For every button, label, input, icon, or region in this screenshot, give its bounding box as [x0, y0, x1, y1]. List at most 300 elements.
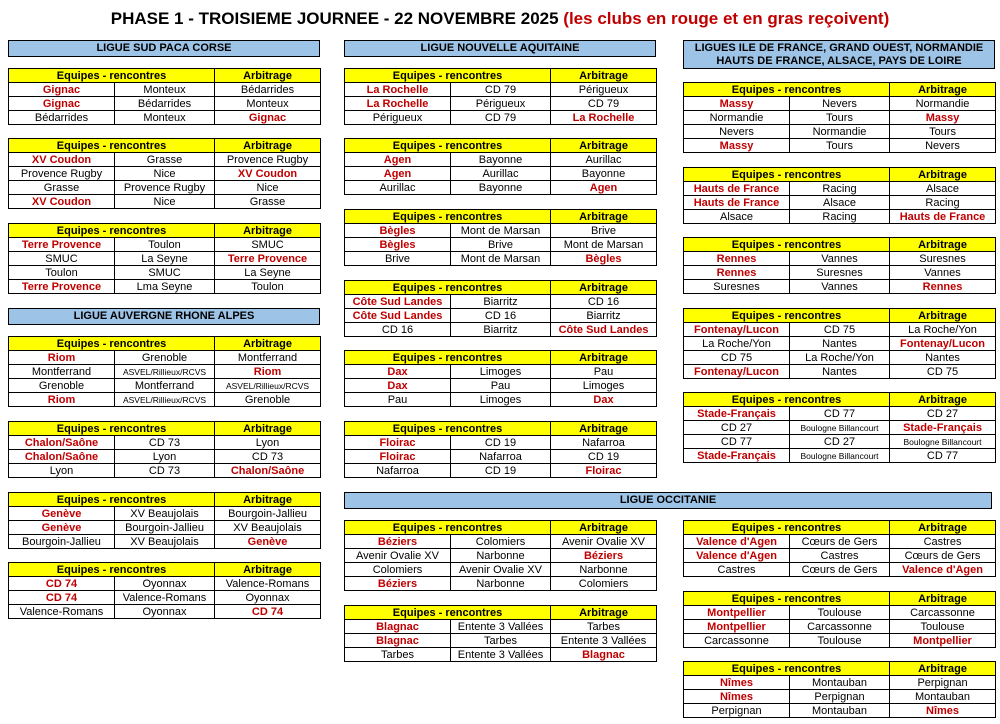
home-team-cell: Terre Provence [9, 238, 115, 252]
team-cell: CD 75 [684, 351, 790, 365]
team-cell: Grasse [9, 181, 115, 195]
table-row [684, 421, 996, 435]
teams-header: Equipes - rencontres [345, 69, 551, 83]
match-group-table [8, 492, 321, 549]
referee-header: Arbitrage [890, 309, 996, 323]
referee-cell: Bédarrides [215, 83, 321, 97]
team-cell: CD 77 [684, 435, 790, 449]
home-team-cell: Montpellier [684, 620, 790, 634]
team-cell: Tours [790, 139, 890, 153]
home-team-cell: CD 74 [9, 577, 115, 591]
referee-cell: Bourgoin-Jallieu [215, 507, 321, 521]
referee-cell: Perpignan [890, 676, 996, 690]
table-row [684, 634, 996, 648]
table-row [684, 435, 996, 449]
team-cell: Vannes [790, 252, 890, 266]
table-row [684, 704, 996, 718]
referee-header: Arbitrage [215, 139, 321, 153]
referee-header: Arbitrage [551, 139, 657, 153]
team-cell: Brive [345, 252, 451, 266]
table-row [345, 238, 657, 252]
referee-cell: CD 19 [551, 450, 657, 464]
match-group-table [344, 209, 657, 266]
referee-cell: Alsace [890, 182, 996, 196]
team-cell: XV Beaujolais [115, 507, 215, 521]
home-team-cell: Stade-Français [684, 407, 790, 421]
referee-cell: Béziers [551, 549, 657, 563]
team-cell: Monteux [115, 111, 215, 125]
referee-cell: Lyon [215, 436, 321, 450]
table-row [345, 577, 657, 591]
match-group-table [683, 237, 996, 294]
referee-cell: Stade-Français [890, 421, 996, 435]
referee-cell: Nice [215, 181, 321, 195]
table-row [684, 196, 996, 210]
referee-cell: Genève [215, 535, 321, 549]
team-cell: La Seyne [115, 252, 215, 266]
match-group-table [344, 138, 657, 195]
referee-header: Arbitrage [215, 563, 321, 577]
referee-header: Arbitrage [890, 592, 996, 606]
team-cell: Mont de Marsan [451, 224, 551, 238]
table-row [684, 210, 996, 224]
team-cell: Avenir Ovalie XV [451, 563, 551, 577]
team-cell: Toulon [9, 266, 115, 280]
teams-header: Equipes - rencontres [9, 493, 215, 507]
referee-cell: ASVEL/Rillieux/RCVS [215, 379, 321, 393]
team-cell: Limoges [451, 393, 551, 407]
referee-header: Arbitrage [215, 493, 321, 507]
match-group-table [344, 605, 657, 662]
team-cell: Perpignan [684, 704, 790, 718]
team-cell: Nantes [790, 365, 890, 379]
team-cell: Alsace [790, 196, 890, 210]
table-row [684, 606, 996, 620]
referee-cell: CD 75 [890, 365, 996, 379]
referee-cell: CD 27 [890, 407, 996, 421]
table-row [345, 450, 657, 464]
referee-cell: Riom [215, 365, 321, 379]
home-team-cell: Rennes [684, 266, 790, 280]
table-row [9, 238, 321, 252]
table-row [9, 97, 321, 111]
referee-cell: Toulon [215, 280, 321, 294]
referee-header: Arbitrage [215, 337, 321, 351]
referee-header: Arbitrage [551, 606, 657, 620]
team-cell: Normandie [790, 125, 890, 139]
team-cell: Cœurs de Gers [790, 535, 890, 549]
teams-header: Equipes - rencontres [684, 238, 890, 252]
team-cell: Lyon [9, 464, 115, 478]
referee-cell: Valence d'Agen [890, 563, 996, 577]
table-row [9, 605, 321, 619]
referee-cell: Côte Sud Landes [551, 323, 657, 337]
referee-cell: La Rochelle [551, 111, 657, 125]
match-group-table [683, 308, 996, 379]
league-header: LIGUE SUD PACA CORSE [8, 40, 320, 57]
referee-cell: Biarritz [551, 309, 657, 323]
teams-header: Equipes - rencontres [345, 139, 551, 153]
team-cell: Brive [451, 238, 551, 252]
home-team-cell: Riom [9, 351, 115, 365]
team-cell: Suresnes [684, 280, 790, 294]
teams-header: Equipes - rencontres [9, 563, 215, 577]
team-cell: Bédarrides [9, 111, 115, 125]
team-cell: CD 77 [790, 407, 890, 421]
referee-cell: SMUC [215, 238, 321, 252]
table-row [684, 323, 996, 337]
home-team-cell: Nîmes [684, 690, 790, 704]
team-cell: Périgueux [345, 111, 451, 125]
home-team-cell: Blagnac [345, 620, 451, 634]
referee-cell: CD 73 [215, 450, 321, 464]
team-cell: Narbonne [451, 577, 551, 591]
match-group-table [683, 661, 996, 718]
team-cell: Provence Rugby [115, 181, 215, 195]
table-row [684, 125, 996, 139]
table-row [345, 634, 657, 648]
league-header: LIGUE OCCITANIE [344, 492, 992, 509]
match-group-table [344, 68, 657, 125]
home-team-cell: Gignac [9, 83, 115, 97]
league-header: LIGUES ILE DE FRANCE, GRAND OUEST, NORMANDIE HAUTS DE FRANCE, ALSACE, PAYS DE LOIRE [683, 40, 995, 69]
referee-cell: Limoges [551, 379, 657, 393]
team-cell: Bourgoin-Jallieu [9, 535, 115, 549]
referee-cell: Tarbes [551, 620, 657, 634]
team-cell: Entente 3 Vallées [451, 620, 551, 634]
team-cell: Cœurs de Gers [790, 563, 890, 577]
team-cell: Oyonnax [115, 577, 215, 591]
home-team-cell: Blagnac [345, 634, 451, 648]
home-team-cell: Riom [9, 393, 115, 407]
home-team-cell: Côte Sud Landes [345, 309, 451, 323]
home-team-cell: Hauts de France [684, 196, 790, 210]
match-group-table [683, 167, 996, 224]
table-row [684, 252, 996, 266]
home-team-cell: Massy [684, 139, 790, 153]
home-team-cell: XV Coudon [9, 195, 115, 209]
team-cell: Montferrand [9, 365, 115, 379]
team-cell: Colomiers [451, 535, 551, 549]
table-row [684, 280, 996, 294]
team-cell: Montauban [790, 704, 890, 718]
team-cell: Bayonne [451, 153, 551, 167]
team-cell: Racing [790, 210, 890, 224]
team-cell: Castres [684, 563, 790, 577]
table-row [345, 620, 657, 634]
team-cell: CD 27 [790, 435, 890, 449]
table-row [345, 648, 657, 662]
home-team-cell: Stade-Français [684, 449, 790, 463]
referee-cell: Chalon/Saône [215, 464, 321, 478]
referee-header: Arbitrage [551, 422, 657, 436]
team-cell: Castres [790, 549, 890, 563]
title-note: (les clubs en rouge et en gras reçoivent) [563, 9, 890, 28]
team-cell: CD 79 [451, 83, 551, 97]
referee-cell: La Seyne [215, 266, 321, 280]
team-cell: Tarbes [451, 634, 551, 648]
match-group-table [344, 350, 657, 407]
referee-cell: CD 77 [890, 449, 996, 463]
team-cell: Provence Rugby [9, 167, 115, 181]
table-row [9, 436, 321, 450]
table-row [684, 182, 996, 196]
teams-header: Equipes - rencontres [345, 422, 551, 436]
team-cell: Vannes [790, 280, 890, 294]
home-team-cell: Béziers [345, 577, 451, 591]
match-group-table [344, 520, 657, 591]
referee-cell: Racing [890, 196, 996, 210]
team-cell: La Roche/Yon [790, 351, 890, 365]
home-team-cell: Bègles [345, 224, 451, 238]
team-cell: Aurillac [345, 181, 451, 195]
team-cell: Valence-Romans [9, 605, 115, 619]
team-cell: CD 16 [451, 309, 551, 323]
table-row [684, 337, 996, 351]
match-group-table [683, 591, 996, 648]
referee-cell: Terre Provence [215, 252, 321, 266]
table-row [9, 521, 321, 535]
table-row [345, 252, 657, 266]
table-row [345, 167, 657, 181]
referee-cell: Colomiers [551, 577, 657, 591]
referee-header: Arbitrage [890, 393, 996, 407]
team-cell: CD 16 [345, 323, 451, 337]
match-group-table [8, 336, 321, 407]
referee-cell: Montauban [890, 690, 996, 704]
team-cell: Aurillac [451, 167, 551, 181]
teams-header: Equipes - rencontres [684, 168, 890, 182]
referee-cell: Provence Rugby [215, 153, 321, 167]
table-row [684, 449, 996, 463]
table-row [9, 252, 321, 266]
teams-header: Equipes - rencontres [9, 139, 215, 153]
match-group-table [8, 421, 321, 478]
referee-cell: Toulouse [890, 620, 996, 634]
table-row [684, 690, 996, 704]
referee-cell: Entente 3 Vallées [551, 634, 657, 648]
referee-cell: Narbonne [551, 563, 657, 577]
team-cell: CD 19 [451, 436, 551, 450]
home-team-cell: Montpellier [684, 606, 790, 620]
teams-header: Equipes - rencontres [9, 422, 215, 436]
referee-header: Arbitrage [890, 168, 996, 182]
table-row [345, 83, 657, 97]
referee-header: Arbitrage [890, 521, 996, 535]
teams-header: Equipes - rencontres [684, 83, 890, 97]
team-cell: CD 79 [451, 111, 551, 125]
referee-cell: Fontenay/Lucon [890, 337, 996, 351]
referee-cell: Massy [890, 111, 996, 125]
referee-cell: Nîmes [890, 704, 996, 718]
team-cell: Nantes [790, 337, 890, 351]
table-row [9, 195, 321, 209]
referee-cell: Dax [551, 393, 657, 407]
home-team-cell: Valence d'Agen [684, 549, 790, 563]
home-team-cell: La Rochelle [345, 97, 451, 111]
home-team-cell: Béziers [345, 535, 451, 549]
teams-header: Equipes - rencontres [684, 592, 890, 606]
home-team-cell: Gignac [9, 97, 115, 111]
teams-header: Equipes - rencontres [345, 521, 551, 535]
team-cell: CD 73 [115, 436, 215, 450]
team-cell: Colomiers [345, 563, 451, 577]
referee-cell: Monteux [215, 97, 321, 111]
table-row [684, 407, 996, 421]
home-team-cell: Fontenay/Lucon [684, 323, 790, 337]
referee-cell: Vannes [890, 266, 996, 280]
referee-cell: Carcassonne [890, 606, 996, 620]
referee-header: Arbitrage [551, 210, 657, 224]
team-cell: Limoges [451, 365, 551, 379]
team-cell: Narbonne [451, 549, 551, 563]
referee-cell: Castres [890, 535, 996, 549]
table-row [345, 535, 657, 549]
league-header: LIGUE NOUVELLE AQUITAINE [344, 40, 656, 57]
home-team-cell: Agen [345, 153, 451, 167]
match-group-table [683, 82, 996, 153]
referee-header: Arbitrage [890, 83, 996, 97]
team-cell: Pau [451, 379, 551, 393]
team-cell: Carcassonne [684, 634, 790, 648]
table-row [9, 591, 321, 605]
match-group-table [8, 138, 321, 209]
team-cell: Bédarrides [115, 97, 215, 111]
team-cell: SMUC [115, 266, 215, 280]
team-cell: Boulogne Billancourt [790, 421, 890, 435]
referee-header: Arbitrage [215, 224, 321, 238]
table-row [684, 620, 996, 634]
table-row [9, 181, 321, 195]
referee-cell: Bègles [551, 252, 657, 266]
home-team-cell: Dax [345, 379, 451, 393]
team-cell: ASVEL/Rillieux/RCVS [115, 393, 215, 407]
home-team-cell: Floirac [345, 436, 451, 450]
table-row [345, 309, 657, 323]
match-group-table [344, 421, 657, 478]
referee-cell: Agen [551, 181, 657, 195]
table-row [684, 365, 996, 379]
teams-header: Equipes - rencontres [684, 393, 890, 407]
referee-cell: CD 74 [215, 605, 321, 619]
team-cell: Tours [790, 111, 890, 125]
team-cell: Biarritz [451, 323, 551, 337]
table-row [345, 365, 657, 379]
table-row [9, 167, 321, 181]
teams-header: Equipes - rencontres [9, 69, 215, 83]
teams-header: Equipes - rencontres [684, 309, 890, 323]
referee-header: Arbitrage [215, 422, 321, 436]
table-row [9, 111, 321, 125]
match-group-table [8, 68, 321, 125]
match-group-table [344, 280, 657, 337]
team-cell: Biarritz [451, 295, 551, 309]
team-cell: CD 75 [790, 323, 890, 337]
table-row [345, 393, 657, 407]
teams-header: Equipes - rencontres [9, 224, 215, 238]
table-row [684, 563, 996, 577]
team-cell: Tarbes [345, 648, 451, 662]
referee-header: Arbitrage [890, 662, 996, 676]
home-team-cell: Rennes [684, 252, 790, 266]
team-cell: Bayonne [451, 181, 551, 195]
referee-cell: XV Coudon [215, 167, 321, 181]
table-row [684, 111, 996, 125]
referee-cell: Gignac [215, 111, 321, 125]
table-row [684, 549, 996, 563]
team-cell: Nevers [790, 97, 890, 111]
table-row [345, 111, 657, 125]
team-cell: Normandie [684, 111, 790, 125]
team-cell: Montferrand [115, 379, 215, 393]
referee-cell: Grasse [215, 195, 321, 209]
table-row [9, 450, 321, 464]
home-team-cell: Chalon/Saône [9, 450, 115, 464]
home-team-cell: CD 74 [9, 591, 115, 605]
table-row [684, 351, 996, 365]
table-row [345, 97, 657, 111]
referee-header: Arbitrage [890, 238, 996, 252]
home-team-cell: XV Coudon [9, 153, 115, 167]
team-cell: Oyonnax [115, 605, 215, 619]
table-row [9, 535, 321, 549]
referee-cell: Blagnac [551, 648, 657, 662]
referee-header: Arbitrage [551, 281, 657, 295]
team-cell: Nafarroa [345, 464, 451, 478]
referee-header: Arbitrage [551, 521, 657, 535]
home-team-cell: Floirac [345, 450, 451, 464]
referee-header: Arbitrage [215, 69, 321, 83]
team-cell: Suresnes [790, 266, 890, 280]
table-row [9, 464, 321, 478]
team-cell: Grenoble [9, 379, 115, 393]
referee-cell: Mont de Marsan [551, 238, 657, 252]
team-cell: CD 73 [115, 464, 215, 478]
team-cell: Boulogne Billancourt [790, 449, 890, 463]
league-header: LIGUE AUVERGNE RHONE ALPES [8, 308, 320, 325]
teams-header: Equipes - rencontres [9, 337, 215, 351]
referee-header: Arbitrage [551, 69, 657, 83]
team-cell: Grenoble [115, 351, 215, 365]
referee-cell: Suresnes [890, 252, 996, 266]
page-title [0, 9, 1000, 29]
home-team-cell: Hauts de France [684, 182, 790, 196]
referee-cell: Normandie [890, 97, 996, 111]
referee-cell: Bayonne [551, 167, 657, 181]
table-row [345, 181, 657, 195]
team-cell: Périgueux [451, 97, 551, 111]
home-team-cell: Chalon/Saône [9, 436, 115, 450]
table-row [345, 563, 657, 577]
referee-cell: Hauts de France [890, 210, 996, 224]
team-cell: Toulouse [790, 606, 890, 620]
home-team-cell: Nîmes [684, 676, 790, 690]
match-group-table [683, 520, 996, 577]
home-team-cell: Terre Provence [9, 280, 115, 294]
team-cell: Toulon [115, 238, 215, 252]
match-group-table [683, 392, 996, 463]
table-row [9, 393, 321, 407]
table-row [684, 535, 996, 549]
referee-cell: CD 16 [551, 295, 657, 309]
team-cell: CD 19 [451, 464, 551, 478]
table-row [9, 153, 321, 167]
table-row [345, 436, 657, 450]
teams-header: Equipes - rencontres [345, 351, 551, 365]
table-row [345, 464, 657, 478]
title-main: PHASE 1 - TROISIEME JOURNEE - 22 NOVEMBRE 2025 [110, 9, 559, 28]
team-cell: SMUC [9, 252, 115, 266]
